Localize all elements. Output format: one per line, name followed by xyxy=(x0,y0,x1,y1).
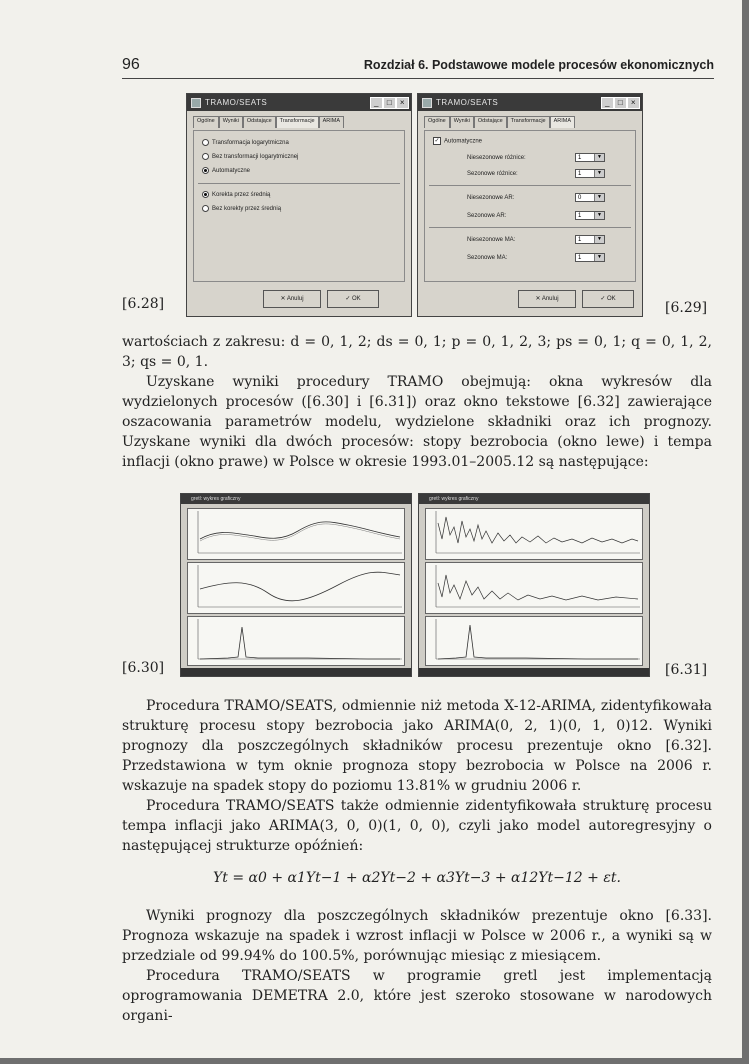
option-label: Bez korekty przez średnią xyxy=(212,206,282,213)
option-mean-correction[interactable] xyxy=(202,191,270,198)
tab-results[interactable]: Wyniki xyxy=(450,116,474,128)
page-number: 96 xyxy=(122,56,140,73)
cancel-button[interactable]: ✕ Anuluj xyxy=(263,290,321,308)
tramo-dialog-left xyxy=(186,93,412,317)
paragraph: Uzyskane wyniki procedury TRAMO obejmują: okna wykresów dla wydzielonych procesów ([6.30] i [6.31]) oraz okno tekstowe [6.32] zawierające oszacowania parametrów modelu, wydzielone składniki oraz ich prognozy. Uzyskane wyniki dla dwóch procesów: stopy bezrobocia (okno lewe) i tempa inflacji (okno prawe) w Polsce w okresie 1993.01–2005.12 są następujące: xyxy=(122,374,712,470)
spinner-value: 1 xyxy=(578,213,582,219)
minimize-icon[interactable]: _ xyxy=(370,97,383,109)
body-text-middle xyxy=(122,696,712,856)
radio-selected-icon xyxy=(202,167,209,174)
chevron-down-icon[interactable]: ▼ xyxy=(594,194,604,201)
tab-general[interactable]: Ogólne xyxy=(424,116,450,128)
seasonal-ar-spinner[interactable] xyxy=(575,211,605,220)
paragraph: Procedura TRAMO/SEATS, odmiennie niż metoda X-12-ARIMA, zidentyfikowała strukturę procesu stopy bezrobocia jako ARIMA(0, 2, 1)(0, 1, 0)12. Wyniki prognozy dla poszczególnych składników procesu prezentuje okno [6.32]. Przedstawiona w tym oknie prognoza stopy bezrobocia w Polsce na 2006 r. wskazuje na spadek stopy do poziomu 13.81% w grudniu 2006 r. xyxy=(122,698,712,794)
divider xyxy=(429,227,631,228)
tab-outliers[interactable]: Odstające xyxy=(243,116,276,128)
minimize-icon[interactable]: _ xyxy=(601,97,614,109)
seasonal-diff-spinner[interactable] xyxy=(575,169,605,178)
chapter-title: Rozdział 6. Podstawowe modele procesów ekonomicznych xyxy=(363,58,714,72)
spinner-value: 1 xyxy=(578,237,582,243)
tramo-dialog-right xyxy=(417,93,643,317)
figure-label: [6.30] xyxy=(122,660,165,676)
spinner-value: 1 xyxy=(578,155,582,161)
ok-label: OK xyxy=(607,296,616,302)
series-line-chart xyxy=(426,509,642,559)
option-automatic[interactable] xyxy=(202,167,250,174)
maximize-icon[interactable]: □ xyxy=(614,97,627,109)
option-no-mean-correction[interactable] xyxy=(202,205,281,212)
divider xyxy=(429,185,631,186)
field-label: Niesezonowe AR: xyxy=(467,195,515,201)
option-label: Transformacja logarytmiczna xyxy=(212,140,289,147)
nonseasonal-diff-spinner[interactable] xyxy=(575,153,605,162)
chart-panel xyxy=(187,508,405,560)
seasonal-ma-spinner[interactable] xyxy=(575,253,605,262)
radio-icon xyxy=(202,153,209,160)
field-label: Niesezonowe MA: xyxy=(467,237,516,243)
chevron-down-icon[interactable]: ▼ xyxy=(594,254,604,261)
body-text-top xyxy=(122,332,712,472)
tab-general[interactable]: Ogólne xyxy=(193,116,219,128)
radio-icon xyxy=(202,139,209,146)
ok-button[interactable]: ✓ OK xyxy=(582,290,634,308)
option-label: Korekta przez średnią xyxy=(212,192,271,199)
tab-arima[interactable]: ARIMA xyxy=(550,116,575,128)
series-line-chart xyxy=(188,509,404,559)
nonseasonal-ma-spinner[interactable] xyxy=(575,235,605,244)
ok-label: OK xyxy=(352,296,361,302)
cancel-button[interactable]: ✕ Anuluj xyxy=(518,290,576,308)
equation: Yt = α0 + α1Yt−1 + α2Yt−2 + α3Yt−3 + α12Yt−12 + εt. xyxy=(213,870,621,886)
chart-titlebar: gretl: wykres graficzny xyxy=(181,494,411,504)
figure-label: [6.31] xyxy=(665,662,708,678)
option-no-log-transform[interactable] xyxy=(202,153,298,160)
paragraph: wartościach z zakresu: d = 0, 1, 2; ds = 0, 1; p = 0, 1, 2, 3; ps = 0, 1; q = 0, 1, 2, 3; qs = 0, 1. xyxy=(122,334,712,370)
chart-panel xyxy=(425,562,643,614)
chart-panel xyxy=(425,616,643,666)
chart-window-right xyxy=(418,493,650,677)
field-label: Sezonowe MA: xyxy=(467,255,508,261)
dialog-tabs xyxy=(424,116,575,128)
tab-outliers[interactable]: Odstające xyxy=(474,116,507,128)
tab-transformations[interactable]: Transformacje xyxy=(507,116,550,128)
trend-line-chart xyxy=(426,563,642,613)
field-label: Sezonowe AR: xyxy=(467,213,507,219)
tab-arima[interactable]: ARIMA xyxy=(319,116,344,128)
ok-button[interactable]: ✓ OK xyxy=(327,290,379,308)
close-icon[interactable]: × xyxy=(627,97,640,109)
options-panel xyxy=(193,130,405,282)
divider xyxy=(198,183,400,184)
checkbox-label: Automatyczne xyxy=(444,138,483,145)
option-label: Automatyczne xyxy=(212,168,251,175)
dialog-title: TRAMO/SEATS xyxy=(436,98,499,107)
figure-label: [6.29] xyxy=(665,300,708,316)
dialog-titlebar xyxy=(187,94,411,111)
dialog-title: TRAMO/SEATS xyxy=(205,98,268,107)
field-label: Niesezonowe różnice: xyxy=(467,155,526,161)
paragraph: Procedura TRAMO/SEATS także odmiennie zidentyfikowała strukturę procesu tempa inflacji jako ARIMA(3, 0, 0)(1, 0, 0), czyli jako model autoregresyjny o następującej strukturze opóźnień: xyxy=(122,798,712,854)
spinner-value: 1 xyxy=(578,255,582,261)
nonseasonal-ar-spinner[interactable] xyxy=(575,193,605,202)
chart-panel xyxy=(187,616,405,666)
chevron-down-icon[interactable]: ▼ xyxy=(594,154,604,161)
page-header xyxy=(122,56,714,79)
spinner-value: 0 xyxy=(578,195,582,201)
tab-results[interactable]: Wyniki xyxy=(219,116,243,128)
cancel-label: Anuluj xyxy=(286,296,304,302)
maximize-icon[interactable]: □ xyxy=(383,97,396,109)
checkbox-checked-icon: ✓ xyxy=(434,138,440,144)
spectrum-chart xyxy=(188,617,404,665)
dialog-titlebar xyxy=(418,94,642,111)
chart-panel xyxy=(425,508,643,560)
close-icon[interactable]: × xyxy=(396,97,409,109)
chart-window-left xyxy=(180,493,412,677)
chevron-down-icon[interactable]: ▼ xyxy=(594,236,604,243)
paragraph: Procedura TRAMO/SEATS w programie gretl jest implementacją oprogramowania DEMETRA 2.0, które jest szeroko stosowane w narodowych organi- xyxy=(122,968,712,1024)
spectrum-chart xyxy=(426,617,642,665)
body-text-bottom xyxy=(122,906,712,1026)
paragraph: Wyniki prognozy dla poszczególnych składników prezentuje okno [6.33]. Prognoza wskazuje na spadek i wzrost inflacji w Polsce w 2006 r., a wyniki są w przedziale od 99.94% do 100.5%, porównując miesiąc z miesiącem. xyxy=(122,908,712,964)
option-label: Bez transformacji logarytmicznej xyxy=(212,154,299,161)
field-label: Sezonowe różnice: xyxy=(467,171,518,177)
chart-titlebar: gretl: wykres graficzny xyxy=(419,494,649,504)
radio-selected-icon xyxy=(202,191,209,198)
trend-line-chart xyxy=(188,563,404,613)
checkbox-automatic[interactable] xyxy=(433,137,482,145)
tab-transformations[interactable]: Transformacje xyxy=(276,116,319,128)
chevron-down-icon[interactable]: ▼ xyxy=(594,212,604,219)
app-icon xyxy=(422,98,432,108)
chart-panel xyxy=(187,562,405,614)
dialog-tabs xyxy=(193,116,344,128)
chevron-down-icon[interactable]: ▼ xyxy=(594,170,604,177)
app-icon xyxy=(191,98,201,108)
figure-label: [6.28] xyxy=(122,296,165,312)
status-bar xyxy=(419,668,649,676)
option-log-transform[interactable] xyxy=(202,139,289,146)
cancel-label: Anuluj xyxy=(541,296,559,302)
radio-icon xyxy=(202,205,209,212)
arima-panel xyxy=(424,130,636,282)
status-bar xyxy=(181,668,411,676)
spinner-value: 1 xyxy=(578,171,582,177)
